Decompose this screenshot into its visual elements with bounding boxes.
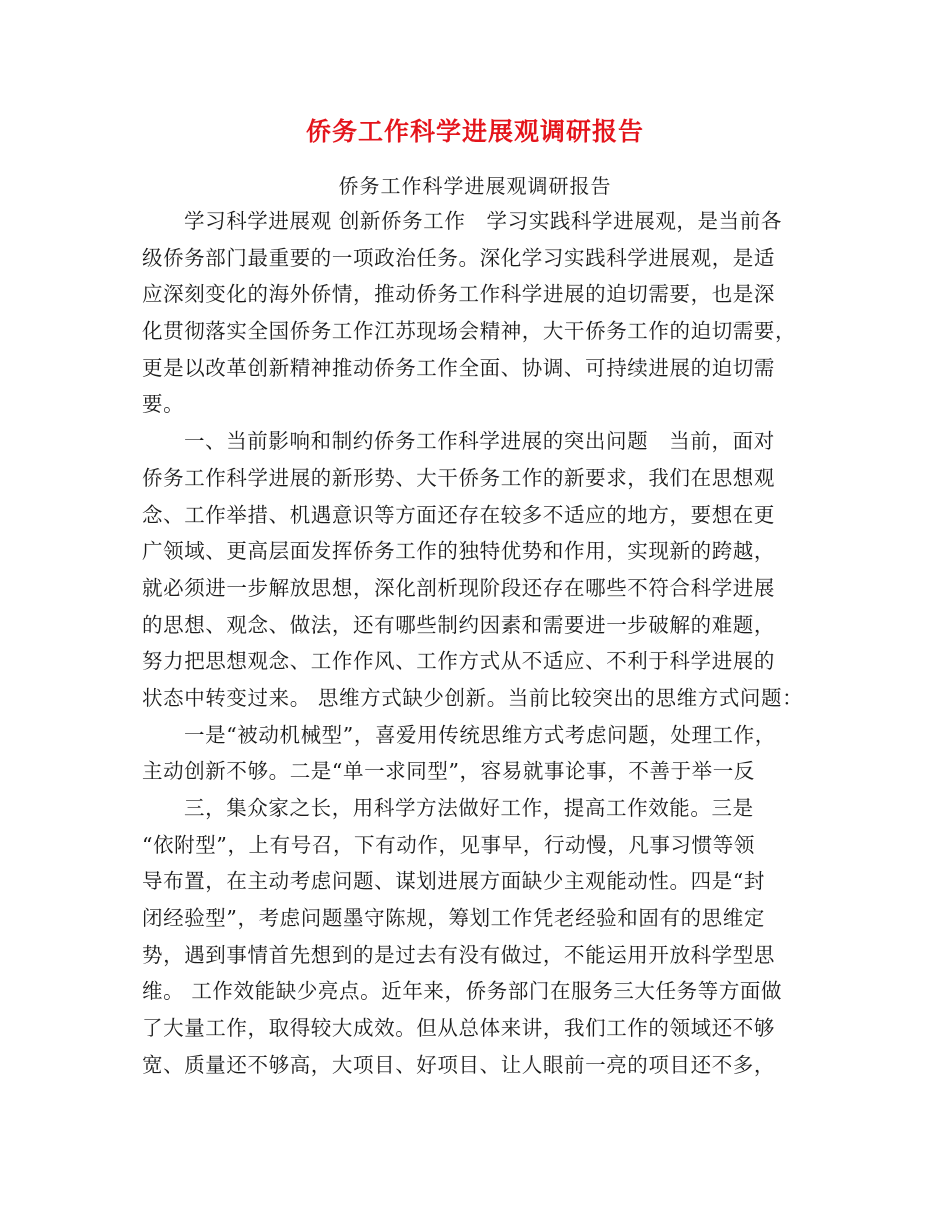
text-line: 导布置，在主动考虑问题、谋划进展方面缺少主观能动性。四是“封 [142,869,765,894]
text-line: 一、当前影响和制约侨务工作科学进展的突出问题 当前，面对 [184,429,775,454]
text-line: 维。 工作效能缺少亮点。近年来，侨务部门在服务三大任务等方面做 [142,979,783,1004]
text-line: 一是“被动机械型”，喜爱用传统思维方式考虑问题，处理工作， [184,722,776,747]
text-line: 就必须进一步解放思想，深化剖析现阶段还存在哪些不符合科学进展 [142,575,775,600]
text-line: 念、工作举措、机遇意识等方面还存在较多不适应的地方，要想在更 [142,502,775,527]
text-line: 更是以改革创新精神推动侨务工作全面、协调、可持续进展的迫切需 [142,355,775,380]
text-line: 三，集众家之长，用科学方法做好工作，提高工作效能。三是 [184,796,754,820]
text-line: 闭经验型”，考虑问题墨守陈规，筹划工作凭老经验和固有的思维定 [142,906,765,931]
text-line: 要。 [142,392,185,417]
text-line: 化贯彻落实全国侨务工作江苏现场会精神，大干侨务工作的迫切需要， [142,319,797,344]
text-line: 学习科学进展观 创新侨务工作 学习实践科学进展观，是当前各 [184,209,782,233]
document-title: 侨务工作科学进展观调研报告 [305,117,644,146]
text-line: 侨务工作科学进展的新形势、大干侨务工作的新要求，我们在思想观 [142,465,775,490]
text-line: 宽、质量还不够高，大项目、好项目、让人眼前一亮的项目还不多， [142,1052,775,1077]
text-line: 势，遇到事情首先想到的是过去有没有做过，不能运用开放科学型思 [142,942,775,967]
text-line: 主动创新不够。二是“单一求同型”，容易就事论事，不善于举一反 [142,759,755,784]
text-line: 状态中转变过来。 思维方式缺少创新。当前比较突出的思维方式问题： [142,685,804,710]
text-line: “依附型”，上有号召，下有动作，见事早，行动慢，凡事习惯等领 [142,832,755,857]
text-line: 努力把思想观念、工作作风、工作方式从不适应、不利于科学进展的 [142,649,775,674]
text-line: 了大量工作，取得较大成效。但从总体来讲，我们工作的领域还不够 [142,1016,775,1041]
text-line: 级侨务部门最重要的一项政治任务。深化学习实践科学进展观，是适 [142,245,775,270]
text-line: 的思想、观念、做法，还有哪些制约因素和需要进一步破解的难题， [142,612,775,637]
text-line: 应深刻变化的海外侨情，推动侨务工作科学进展的迫切需要，也是深 [142,282,775,307]
document-body [142,203,814,1084]
document-subtitle: 侨务工作科学进展观调研报告 [338,174,612,198]
text-line: 广领域、更高层面发挥侨务工作的独特优势和作用，实现新的跨越， [142,539,775,564]
